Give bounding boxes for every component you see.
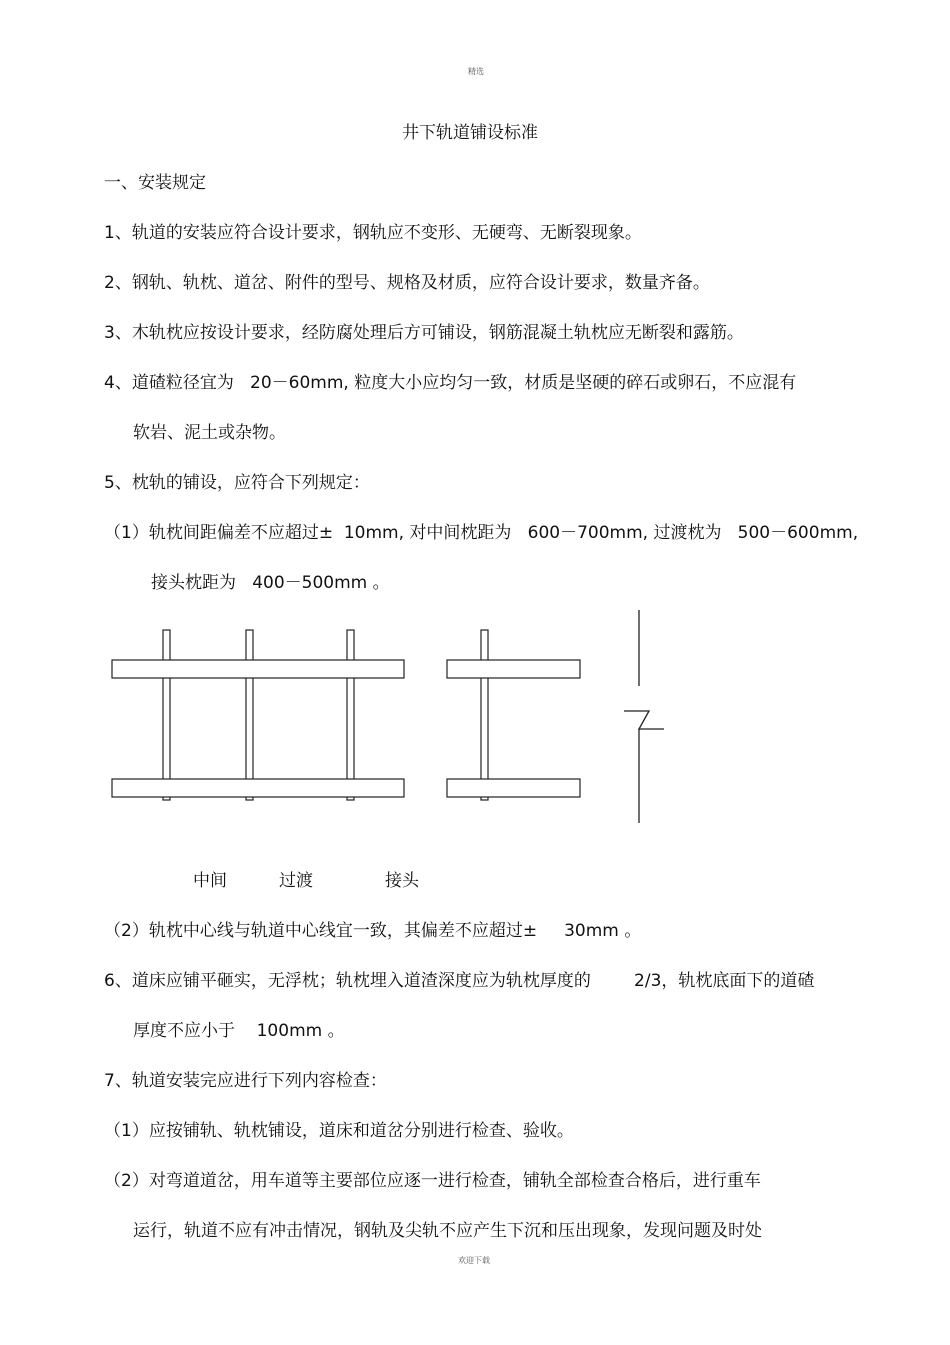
- paragraph-line: （1）应按铺轨、轨枕铺设，道床和道岔分别进行检查、验收。: [104, 1121, 574, 1141]
- paragraph-line: 7、轨道安装完应进行下列内容检查：: [104, 1071, 387, 1091]
- paragraph-line: 运行，轨道不应有冲击情况，钢轨及尖轨不应产生下沉和压出现象，发现问题及时处: [133, 1221, 762, 1241]
- paragraph-line: （2）对弯道道岔，用车道等主要部位应逐一进行检查，铺轨全部检查合格后，进行重车: [104, 1171, 761, 1191]
- rail-top-left: [112, 660, 404, 678]
- paragraph-line: （2）轨枕中心线与轨道中心线宜一致，其偏差不应超过± 30mm 。: [104, 921, 642, 941]
- footer-mark: 欢迎下载: [458, 1256, 490, 1265]
- paragraph-line: 2、钢轨、轨枕、道岔、附件的型号、规格及材质，应符合设计要求，数量齐备。: [104, 273, 710, 293]
- paragraph-line: 3、木轨枕应按设计要求，经防腐处理后方可铺设，钢筋混凝土轨枕应无断裂和露筋。: [104, 323, 744, 343]
- label-joint: 接头: [385, 871, 419, 891]
- break-symbol: [624, 711, 664, 729]
- header-mark: 精选: [468, 67, 484, 76]
- rail-top-right: [447, 660, 580, 678]
- rail-bottom-right: [447, 779, 580, 797]
- label-transition: 过渡: [279, 871, 313, 891]
- rail-bottom-left: [112, 779, 404, 797]
- paragraph-line: 6、道床应铺平砸实，无浮枕；轨枕埋入道渣深度应为轨枕厚度的 2/3，轨枕底面下的道碴: [104, 971, 815, 991]
- paragraph-line: 接头枕距为 400－500mm 。: [151, 573, 390, 593]
- paragraph-line: 软岩、泥土或杂物。: [133, 423, 286, 443]
- sleeper-middle: [163, 630, 170, 800]
- paragraph-line: 1、轨道的安装应符合设计要求，钢轨应不变形、无硬弯、无断裂现象。: [104, 223, 642, 243]
- sleeper-transition: [246, 630, 253, 800]
- paragraph-line: 厚度不应小于 100mm 。: [133, 1021, 345, 1041]
- paragraph-line: 4、道碴粒径宜为 20－60mm, 粒度大小应均匀一致，材质是坚硬的碎石或卵石，不应混有: [104, 373, 797, 393]
- sleeper-joint: [347, 630, 354, 800]
- section-heading: 一、安装规定: [104, 173, 206, 193]
- paragraph-line: 5、枕轨的铺设，应符合下列规定：: [104, 473, 370, 493]
- sleeper-right: [481, 630, 488, 800]
- page-title: 井下轨道铺设标准: [402, 123, 538, 143]
- paragraph-line: （1）轨枕间距偏差不应超过± 10mm, 对中间枕距为 600－700mm, 过渡枕为 500－600mm,: [104, 523, 859, 543]
- label-middle: 中间: [193, 871, 227, 891]
